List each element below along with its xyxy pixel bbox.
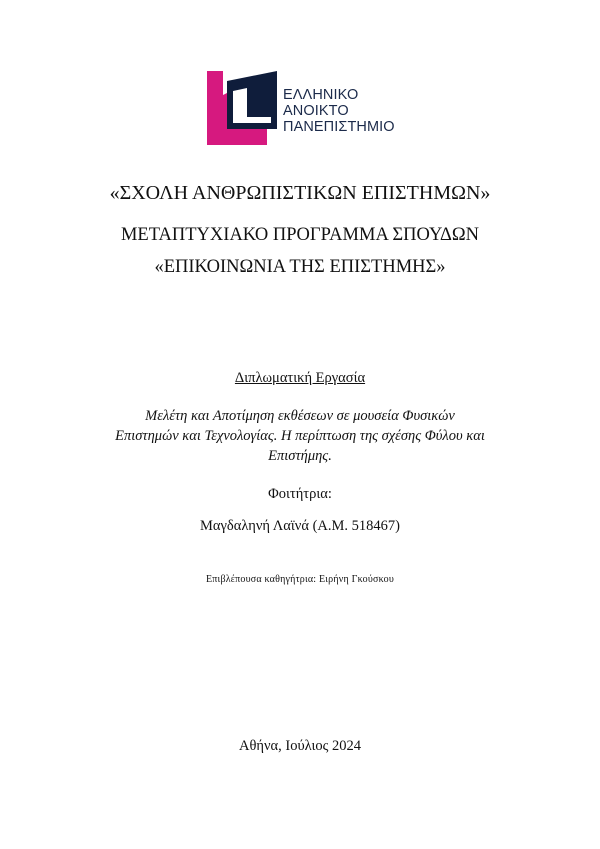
logo-line: ΕΛΛΗΝΙΚΟ xyxy=(283,87,359,103)
student-name: Μαγδαληνή Λαϊνά (Α.Μ. 518467) xyxy=(200,518,400,534)
student-label: Φοιτήτρια: xyxy=(268,486,332,502)
logo-line: ΑΝΟΙΚΤΟ xyxy=(283,103,349,119)
university-logo xyxy=(207,71,407,145)
logo-wordmark xyxy=(283,87,395,135)
supervisor-line: Επιβλέπουσα καθηγήτρια: Ειρήνη Γκούσκου xyxy=(206,574,394,585)
university-emblem-icon xyxy=(207,71,279,145)
thesis-title xyxy=(0,406,600,466)
program-heading: ΜΕΤΑΠΤΥΧΙΑΚΟ ΠΡΟΓΡΑΜΜΑ ΣΠΟΥΔΩΝ xyxy=(120,225,480,245)
thesis-title-line: Μελέτη και Αποτίμηση εκθέσεων σε μουσεία Φυσικών xyxy=(145,408,455,424)
thesis-type: Διπλωματική Εργασία xyxy=(234,370,366,386)
logo-line: ΠΑΝΕΠΙΣΤΗΜΙΟ xyxy=(283,119,395,135)
thesis-title-line: Επιστήμης. xyxy=(268,448,332,464)
thesis-title-line: Επιστημών και Τεχνολογίας. Η περίπτωση της σχέσης Φύλου και xyxy=(115,428,485,444)
school-name: «ΣΧΟΛΗ ΑΝΘΡΩΠΙΣΤΙΚΩΝ ΕΠΙΣΤΗΜΩΝ» xyxy=(109,182,491,204)
place-date: Αθήνα, Ιούλιος 2024 xyxy=(238,738,362,754)
program-name: «ΕΠΙΚΟΙΝΩΝΙΑ ΤΗΣ ΕΠΙΣΤΗΜΗΣ» xyxy=(154,257,446,277)
